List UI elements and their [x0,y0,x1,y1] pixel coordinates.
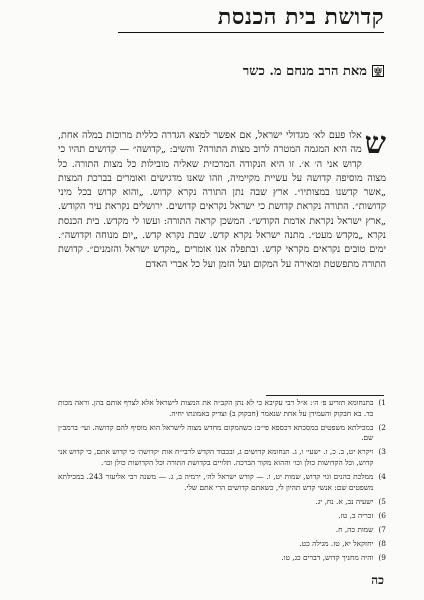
footnote-number: 2) [378,422,386,432]
footnote-number: 8) [378,539,386,549]
paragraph-text: אלו פעם לא׳ מגדולי ישראל, אם אפשר למצא הגדרה כללית מרוכזת במלה אחת, מה היא המגמה המטרה לרוב מצות התורה? והשיב: „קדושה״ — קדושים תהיו כי קדוש אני ה׳ א׳. זו היא הנקודה המרכזית שאליה מובילות כל מצות התורה. כל מצוה מוסיפה קדושה על עשיית מקיימיה, וזהו שאנו מדגישים ואומרים בברכת המצות „אשר קדשנו במצותיו״. ארץ שבה נתן התורה נקרא קדוש. „והוא קדוש בכל מיני קדושות״. התורה נקראת קדושת כי ישראל נקראים קדושים. ירושלים נקראת עיר הקודש. „ארץ ישראל נקראת אדמת הקודש״. המשכן קראה התורה: ועשו לי מקדש. בית הכנסת נקרא „מקדש מעט״. מתנה ישראל נקרא קדש. שבת נקרא קדש. „יום מנוחה וקדושה״. ימים טובים נקראים מקראי קדש. ובתפלה אנו אומרים „מקדש ישראל והזמנים״. קדושת התורה מתפשטת ומאירה על המקום ועל הזמן ועל כל אברי האדם [58,130,386,270]
author-name: מאת הרב מנחם מ. כשר [242,64,367,79]
menorah-emblem-icon [372,65,384,77]
footnote-text: ישעיה נב, א. נח, יג. [315,496,374,506]
footnote-number: 9) [378,553,386,563]
footnote-text: והיה מחניך קדוש, דברים כג, טו. [281,553,374,563]
footnote-item [58,497,386,508]
footnotes [58,398,386,567]
main-paragraph [58,129,386,272]
running-header-title: קדושת בית הכנסת [217,4,384,30]
footnote-item [58,447,386,468]
footnote-number: 7) [378,524,386,534]
footnote-text: יחזקאל יא, טז. מגילה כט. [299,539,374,549]
footnote-text: ממלכת כהנים וגוי קדוש, שמות יט, ו. — קודש ישראל לה׳, ירמיה ב, ג. — משנה רבי אליעזר 243. במכילתא משפטים שם: אנשי קדש תהיון לי, כשאתם קדושים הרי אתם שלי. [58,472,374,492]
footnote-number: 6) [378,510,386,520]
footnote-item [58,511,386,522]
footnote-text: זכריה ב, טז. [338,510,374,520]
footnote-number: 4) [378,472,386,482]
header-rule [118,32,384,33]
footnote-item [58,398,386,419]
footnote-number: 3) [378,447,386,457]
footnote-number: 1) [378,398,386,407]
footnote-item [58,423,386,444]
footnote-text: ויקרא יט, ב. כ, ז. ישעי׳ ו, ג. תנחומא קדושים ג, ובכבוד הקדש לרבי״ח אות ׳קדושה׳ כי קדוש אתם, כי קדוש אני קדוש, וכל הקדושות כולן וכו׳ וההוא מקור הברכה. תלויים בקדושת התורה וכל הקדושות כולן וכו׳. [58,447,374,467]
footnote-item [58,525,386,536]
footnote-item [58,553,386,564]
footnote-item [58,472,386,493]
footnote-text: בתנחומא תזריע פ׳ ה׳: א״ל רבי עקיבא כי לא נתן הקב״ה את המצות לישראל אלא לצרף אותם בהן. וראה מכות כד. בא חבקוק והעמידן על אחת שנאמר (חבקוק ב) וצדיק באמונתו יחיה. [58,398,374,418]
footnote-item [58,539,386,550]
footnote-text: שמות כה, ח. [335,524,374,534]
footnote-text: במכילתא משפטים במסכתא דכספא פי״ב: כשהמקום מחדש מצוה לישראל הוא מוסיף להם קדושה. ועי׳ ברמב״ן שם. [58,422,374,443]
byline [243,63,384,79]
drop-cap-letter: ש [364,129,386,161]
page-number: כה [371,573,384,587]
footnote-number: 5) [378,496,386,506]
footnote-rule [266,395,384,396]
